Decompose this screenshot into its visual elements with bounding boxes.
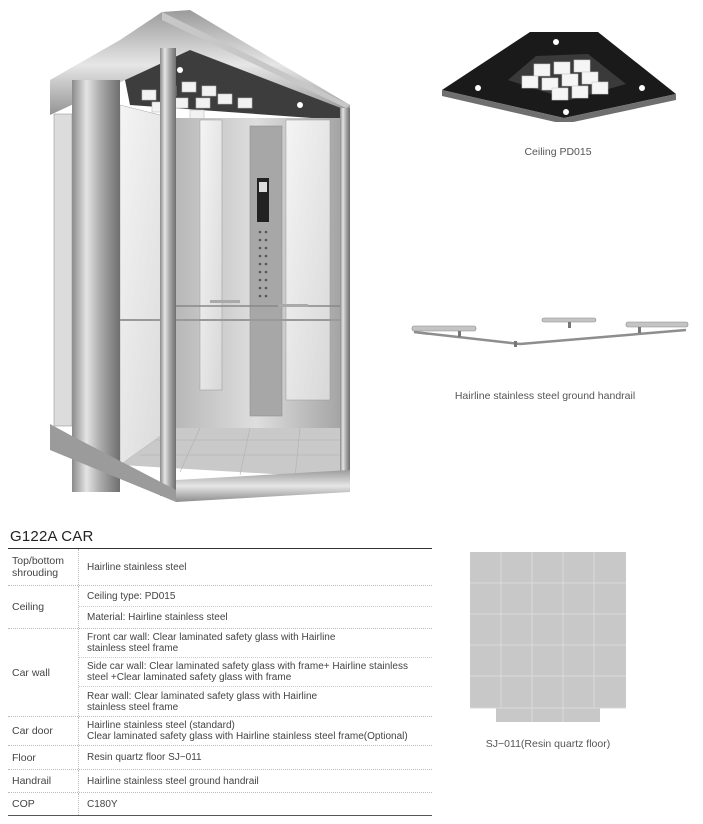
spec-value: Rear wall: Clear laminated safety glass with Hairline stainless steel frame xyxy=(79,686,432,716)
handrail-illustration xyxy=(408,312,692,352)
spec-value: Side car wall: Clear laminated safety glass with frame+ Hairline stainless steel +Clear laminated safety glass with frame xyxy=(79,657,432,686)
spec-value: Hairline stainless steel xyxy=(87,561,187,573)
spec-label: Floor xyxy=(8,746,79,769)
spec-row-floor xyxy=(8,746,432,770)
spec-table xyxy=(8,549,432,816)
spec-row-handrail xyxy=(8,770,432,793)
spec-value: Front car wall: Clear laminated safety glass with Hairline stainless steel frame xyxy=(87,632,336,654)
spec-value: Hairline stainless steel ground handrail xyxy=(87,775,259,787)
floor-illustration xyxy=(470,552,626,722)
spec-value: Hairline stainless steel (standard) xyxy=(87,720,235,731)
spec-label: Top/bottom shrouding xyxy=(8,549,79,585)
spec-label: Car door xyxy=(8,717,79,745)
spec-row-car-door xyxy=(8,717,432,746)
ceiling-caption: Ceiling PD015 xyxy=(524,146,592,158)
spec-row-cop xyxy=(8,793,432,816)
floor-caption: SJ−011(Resin quartz floor) xyxy=(485,738,611,750)
elevator-car-illustration xyxy=(50,10,350,502)
spec-value: Ceiling type: PD015 xyxy=(87,590,176,602)
spec-row-car-wall xyxy=(8,629,432,717)
spec-label: Handrail xyxy=(8,770,79,792)
handrail-caption: Hairline stainless steel ground handrail xyxy=(454,390,636,402)
spec-row-shrouding xyxy=(8,549,432,586)
spec-value: Material: Hairline stainless steel xyxy=(79,606,432,628)
spec-label: Ceiling xyxy=(8,586,79,628)
spec-value: Resin quartz floor SJ−011 xyxy=(87,752,202,763)
spec-row-ceiling xyxy=(8,586,432,629)
spec-title: G122A CAR xyxy=(10,528,94,545)
spec-value: C180Y xyxy=(87,798,118,810)
spec-label: Car wall xyxy=(8,629,79,716)
spec-label: COP xyxy=(8,793,79,815)
spec-value: Clear laminated safety glass with Hairline stainless steel frame(Optional) xyxy=(87,731,408,742)
ceiling-illustration xyxy=(438,30,678,122)
